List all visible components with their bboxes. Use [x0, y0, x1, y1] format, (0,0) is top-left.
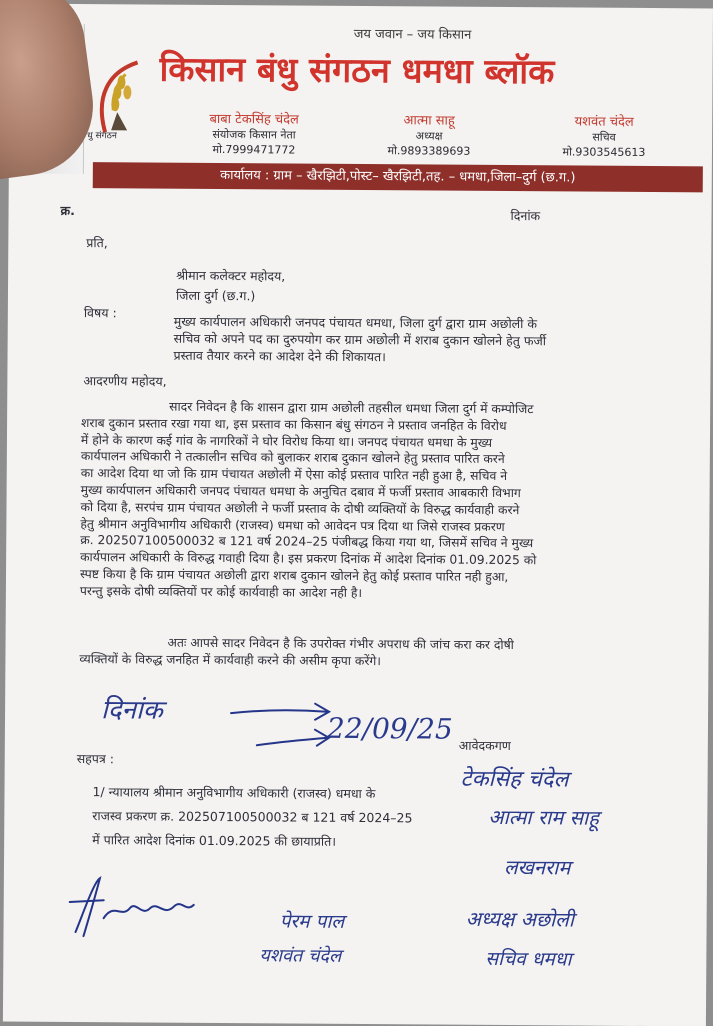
- body-line: को दिया है, सरपंच ग्राम पंचायत अछोली ने फर्जी प्रस्ताव के दोषी व्यक्तियों के विरुद्ध कार्यवाही करने: [80, 499, 520, 517]
- officer-role: सचिव: [592, 130, 616, 144]
- officer-role: संयोजक किसान नेता: [212, 127, 296, 142]
- signature: पेरम पाल: [279, 910, 345, 933]
- org-name: किसान बंधु संगठन धमधा ब्लॉक: [159, 49, 555, 93]
- body-line: शराब दुकान प्रस्ताव रखा गया था, इस प्रस्ताव का किसान बंधु संगठन ने प्रस्ताव जनहित के विरोध: [81, 415, 507, 433]
- signature: सचिव धमधा: [485, 947, 572, 971]
- motto: जय जवान – जय किसान: [353, 26, 472, 43]
- subject-line: प्रस्ताव तैयार करने का आदेश देने की शिकायत।: [173, 347, 386, 365]
- enclosure-line: 1/ न्यायालय श्रीमान अनुविभागीय अधिकारी (राजस्व) धमधा के: [92, 784, 376, 802]
- recipient-place: जिला दुर्ग (छ.ग.): [175, 287, 256, 304]
- recipient: श्रीमान कलेक्टर महोदय,: [176, 267, 286, 284]
- closing-line: अतः आपसे सादर निवेदन है कि उपरोक्त गंभीर अपराध की जांच करा कर दोषी: [167, 635, 514, 653]
- subject-line: सचिव को अपने पद का दुरुपयोग कर ग्राम अछोली में शराब दुकान खोलने हेतु फर्जी: [173, 330, 547, 349]
- signature: टेकसिंह चंदेल: [460, 766, 569, 793]
- to-label: प्रति,: [86, 235, 108, 251]
- body-line: का आदेश दिया था जो कि ग्राम पंचायत अछोली में ऐसा कोई प्रस्ताव पारित नही हुआ है, सचिव ने: [80, 466, 508, 484]
- officer-name: आत्मा साहू: [403, 113, 455, 129]
- handwritten-date-label: दिनांक: [100, 695, 163, 726]
- body-line: सादर निवेदन है कि शासन द्वारा ग्राम अछोली तहसील धमधा जिला दुर्ग में कम्पोजिट: [169, 399, 534, 417]
- applicants-label: आवेदकगण: [458, 737, 511, 754]
- body-line: क्र. 202507100500032 ब 121 वर्ष 2024–25 पंजीबद्ध किया गया था, जिसमें सचिव ने मुख्य: [80, 533, 534, 551]
- signature: यशवंत चंदेल: [259, 945, 342, 967]
- subject-label: विषय :: [83, 305, 117, 321]
- signature-scribble: [63, 872, 203, 943]
- body-line: कार्यपालन अधिकारी ने तत्कालीन सचिव को बुलाकर शराब दुकान खोलने हेतु प्रस्ताव पारित करने: [80, 449, 505, 467]
- body-line: हेतु श्रीमान अनुविभागीय अधिकारी (राजस्व) धमधा को आवेदन पत्र दिया था जिसे राजस्व प्रकरण: [80, 516, 505, 534]
- body-line: मुख्य कार्यपालन अधिकारी जनपद पंचायत धमधा के अनुचित दबाव में फर्जी प्रस्ताव आबकारी विभाग: [80, 483, 521, 501]
- body-line: स्पष्ट किया है कि ग्राम पंचायत अछोली द्वारा शराब दुकान खोलने हेतु कोई प्रस्ताव पारित नही हुआ,: [79, 567, 509, 585]
- letter-page: [3, 4, 713, 1026]
- arrow-icon: [227, 695, 337, 756]
- body-line: कार्यपालन अधिकारी के विरुद्ध गवाही दिया है। इस प्रकरण दिनांक में आदेश दिनांक 01.09.2025 को: [80, 550, 537, 568]
- salutation: आदरणीय महोदय,: [83, 373, 167, 389]
- enclosure: [92, 780, 452, 855]
- officer-phone: मो.7999471772: [212, 142, 296, 157]
- enclosure-line: में पारित आदेश दिनांक 01.09.2025 की छायाप्रति।: [92, 832, 337, 849]
- logo-caption: धु संगठन: [87, 131, 117, 142]
- signature: लखनराम: [503, 855, 571, 880]
- body-line: परन्तु इसके दोषी व्यक्तियों पर कोई कार्यवाही का आदेश नही है।: [79, 583, 363, 600]
- officer-name: यशवंत चंदेल: [574, 114, 634, 130]
- officer-president: [359, 110, 499, 159]
- officer-secretary: [529, 111, 679, 160]
- body-line: में होने के कारण कई गांव के नागरिकों ने घोर विरोध किया था। जनपद पंचायत धमधा के मुख्य: [80, 432, 493, 450]
- officer-phone: मो.9303545613: [562, 145, 646, 159]
- officer-phone: मो.9893389693: [387, 144, 471, 158]
- signature: अध्यक्ष अछोली: [465, 906, 575, 932]
- closing-line: व्यक्तियों के विरुद्ध जनहित में कार्यवाही करने की असीम कृपा करेंगे।: [79, 651, 382, 668]
- date-label: दिनांक: [510, 208, 541, 224]
- handwritten-date: 22/09/25: [326, 711, 453, 746]
- closing-request: [79, 634, 661, 672]
- enclosure-line: राजस्व प्रकरण क्र. 202507100500032 ब 121 वर्ष 2024–25: [92, 808, 413, 826]
- enclosure-label: सहपत्र :: [76, 751, 115, 767]
- signature: आत्मा राम साहू: [488, 804, 599, 830]
- officer-convener: [179, 109, 329, 158]
- office-address: कार्यालय : ग्राम – खैरझिटी,पोस्ट– खैरझिटी,तह. – धमधा,जिला–दुर्ग (छ.ग.): [93, 162, 703, 192]
- officer-role: अध्यक्ष: [415, 129, 443, 143]
- subject-line: मुख्य कार्यपालन अधिकारी जनपद पंचायत धमधा, जिला दुर्ग द्वारा ग्राम अछोली के: [173, 313, 538, 332]
- letter-body: [80, 398, 663, 604]
- ref-label: क्र.: [60, 202, 75, 219]
- subject: [173, 313, 663, 367]
- officer-name: बाबा टेकसिंह चंदेल: [209, 111, 299, 128]
